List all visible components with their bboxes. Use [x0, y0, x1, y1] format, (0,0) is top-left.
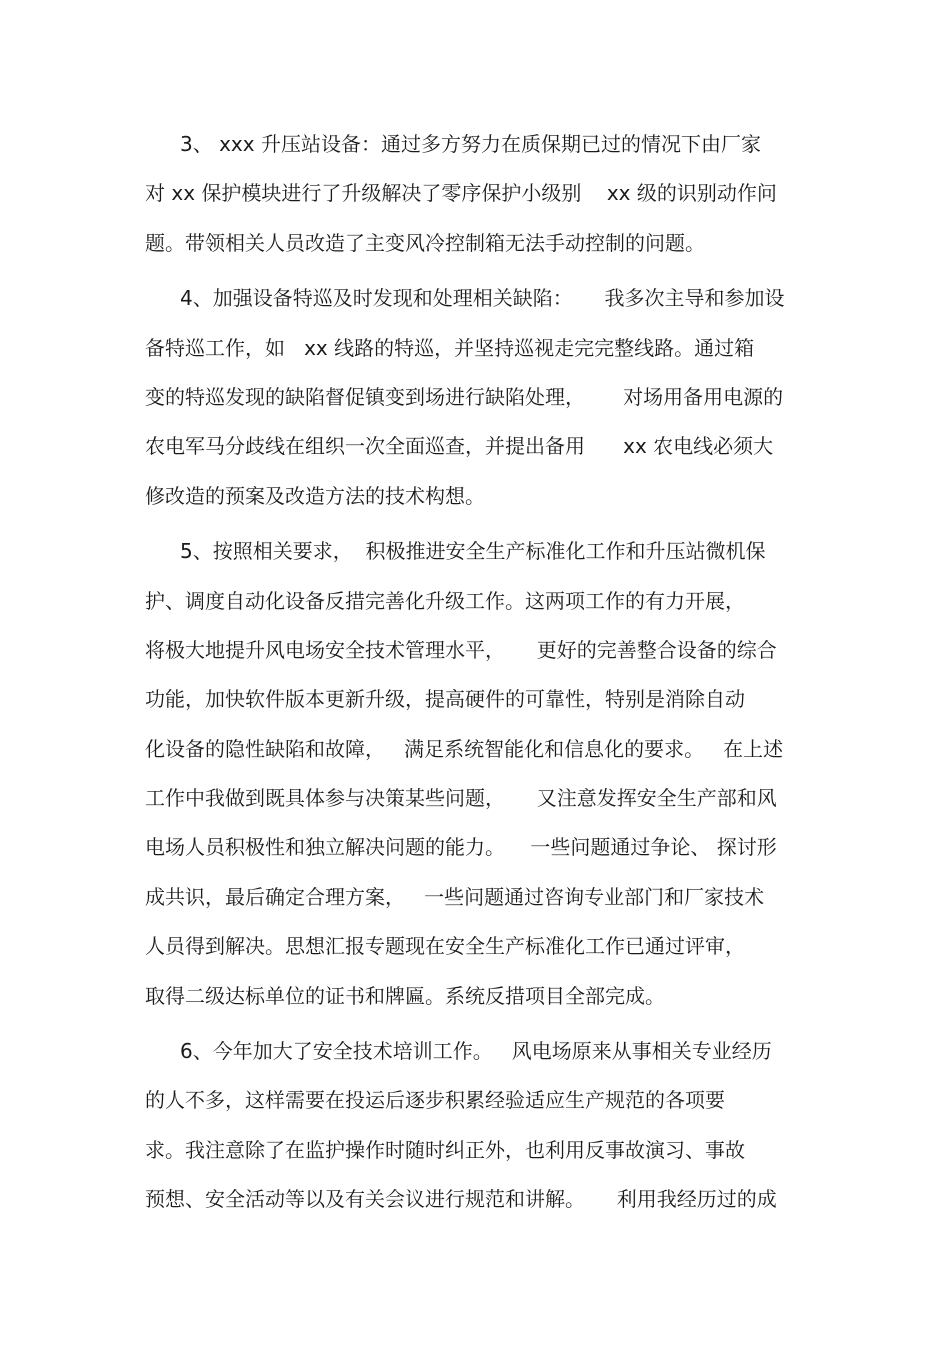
paragraph-4-line-3: 变的特巡发现的缺陷督促镇变到场进行缺陷处理， 对场用备用电源的 — [145, 384, 784, 409]
paragraph-4-line-4: 农电军马分歧线在组织一次全面巡查，并提出备用 xx 农电线必须大 — [145, 434, 774, 459]
document-body — [145, 120, 810, 1225]
paragraph-5-line-4: 功能，加快软件版本更新升级，提高硬件的可靠性，特别是消除自动 — [145, 687, 745, 712]
paragraph-5-line-10: 取得二级达标单位的证书和牌匾。系统反措项目全部完成。 — [145, 983, 665, 1008]
paragraph-5-line-6: 工作中我做到既具体参与决策某些问题， 又注意发挥安全生产部和风 — [145, 786, 777, 811]
paragraph-3-line-2: 对 xx 保护模块进行了升级解决了零序保护小级别 xx 级的识别动作问 — [145, 181, 777, 206]
paragraph-6-line-2: 的人不多，这样需要在投运后逐步积累经验适应生产规范的各项要 — [145, 1088, 725, 1113]
paragraph-5-line-7: 电场人员积极性和独立解决问题的能力。 一些问题通过争论、 探讨形 — [145, 835, 777, 860]
paragraph-6-line-4: 预想、安全活动等以及有关会议进行规范和讲解。 利用我经历过的成 — [145, 1187, 777, 1212]
paragraph-5-line-9: 人员得到解决。思想汇报专题现在安全生产标准化工作已通过评审， — [145, 934, 745, 959]
paragraph-3-line-1: 3、 xxx 升压站设备：通过多方努力在质保期已过的情况下由厂家 — [180, 132, 761, 156]
paragraph-5-line-2: 护、调度自动化设备反措完善化升级工作。这两项工作的有力开展， — [145, 588, 745, 613]
paragraph-3-line-3: 题。带领相关人员改造了主变风冷控制箱无法手动控制的问题。 — [145, 230, 705, 255]
paragraph-6-line-1: 6、今年加大了安全技术培训工作。 风电场原来从事相关专业经历 — [180, 1039, 772, 1064]
paragraph-4-line-2: 备特巡工作，如 xx 线路的特巡，并坚持巡视走完完整线路。通过箱 — [145, 335, 755, 360]
paragraph-5-line-5: 化设备的隐性缺陷和故障， 满足系统智能化和信息化的要求。 在上述 — [145, 736, 784, 761]
paragraph-5-line-3: 将极大地提升风电场安全技术管理水平， 更好的完善整合设备的综合 — [145, 637, 777, 662]
paragraph-4-line-1: 4、加强设备特巡及时发现和处理相关缺陷： 我多次主导和参加设 — [180, 286, 785, 311]
paragraph-6-line-3: 求。我注意除了在监护操作时随时纠正外，也利用反事故演习、事故 — [145, 1137, 745, 1162]
paragraph-5-line-8: 成共识，最后确定合理方案， 一些问题通过咨询专业部门和厂家技术 — [145, 884, 765, 909]
paragraph-5-line-1: 5、按照相关要求， 积极推进安全生产标准化工作和升压站微机保 — [180, 539, 766, 564]
paragraph-4-line-5: 修改造的预案及改造方法的技术构想。 — [145, 483, 485, 508]
